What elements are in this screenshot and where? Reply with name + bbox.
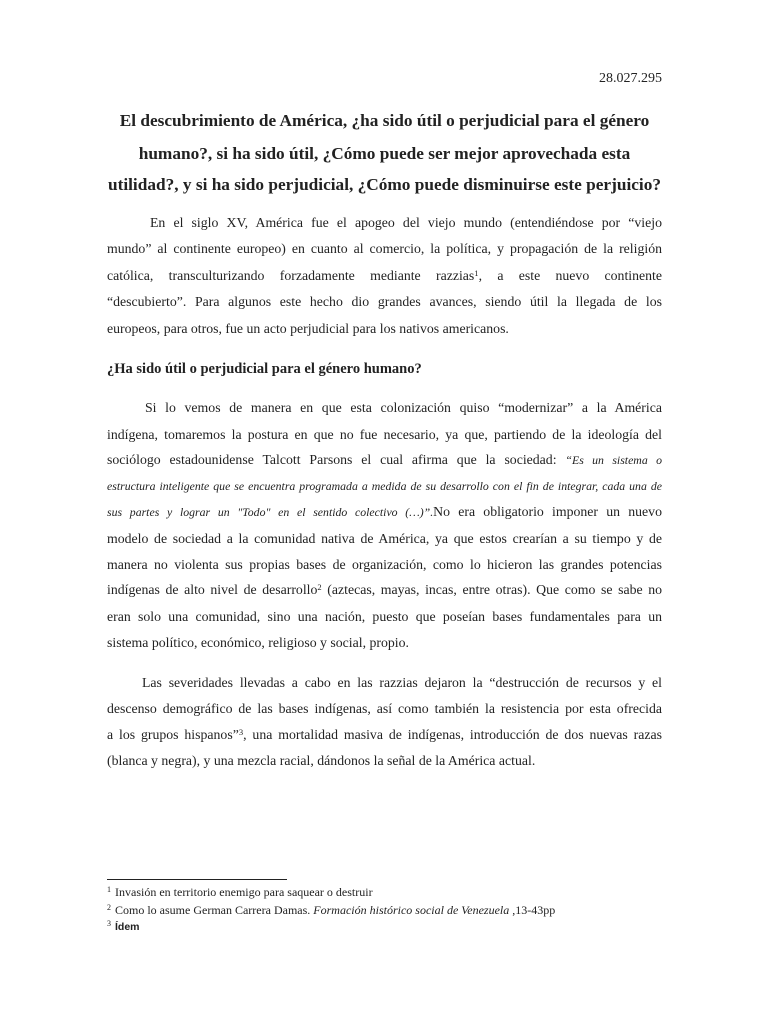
footnote-pages: ,13-43pp	[509, 903, 556, 917]
footnote	[107, 884, 373, 900]
footnote-ref-2: 2	[317, 581, 322, 592]
footnote-mark: 1	[107, 885, 111, 894]
text-segment: indígenas de alto nivel de desarrollo	[107, 582, 318, 597]
text-line: descenso demográfico de las bases indígenas, así como también la resistencia por esta ofrecida	[107, 701, 662, 716]
text-line: mundo” al continente europeo) en cuanto al comercio, la política, y propagación de la religión	[107, 241, 662, 256]
text-segment: sociólogo estadounidense Talcott Parsons el cual afirma que la sociedad:	[107, 452, 566, 467]
text-line	[107, 725, 662, 745]
footnote	[107, 902, 555, 918]
title-line: El descubrimiento de América, ¿ha sido útil o perjudicial para el género	[119, 111, 650, 130]
footnote-text: Invasión en territorio enemigo para saquear o destruir	[115, 885, 373, 899]
title-line: humano?, si ha sido útil, ¿Cómo puede ser mejor aprovechada esta	[138, 144, 631, 163]
section-heading: ¿Ha sido útil o perjudicial para el género humano?	[107, 361, 422, 377]
student-id-number: 28.027.295	[599, 71, 662, 86]
text-segment: (aztecas, mayas, incas, entre otras). Que como se sabe no	[321, 582, 662, 597]
text-line: indígena, tomaremos la postura en que no fue necesario, ya que, partiendo de la ideología del	[107, 427, 662, 442]
text-line: “descubierto”. Para algunos este hecho dio grandes avances, siendo útil la llegada de los	[107, 294, 662, 309]
text-segment: a los grupos hispanos”	[107, 727, 239, 742]
text-segment: , a este nuevo continente	[478, 268, 662, 283]
footnote-separator	[107, 879, 287, 880]
text-segment: , una mortalidad masiva de indígenas, introducción de dos nuevas razas	[243, 727, 662, 742]
text-line: europeos, para otros, fue un acto perjudicial para los nativos americanos.	[107, 321, 509, 336]
footnote-work-title: Formación histórico social de Venezuela	[313, 903, 510, 917]
footnote-text: Ídem	[115, 921, 140, 933]
text-line	[107, 502, 662, 522]
text-line: Las severidades llevadas a cabo en las razzias dejaron la “destrucción de recursos y el	[142, 675, 662, 690]
text-line: (blanca y negra), y una mezcla racial, dándonos la señal de la América actual.	[107, 753, 536, 768]
quote-segment: sus partes y lograr un "Todo" en el sentido colectivo (…)”.	[107, 505, 434, 519]
text-line	[107, 266, 662, 286]
text-line	[107, 580, 662, 600]
footnote	[107, 918, 140, 934]
text-line: eran solo una comunidad, sino una nación, puesto que poseían bases fundamentales para un	[107, 609, 662, 624]
text-line: manera no violenta sus propias bases de organización, como lo hicieron las grandes potencias	[107, 557, 662, 572]
text-line: En el siglo XV, América fue el apogeo del viejo mundo (entendiéndose por “viejo	[150, 215, 662, 230]
text-segment: católica, transculturizando forzadamente mediante razzias	[107, 268, 475, 283]
footnote-text: Como lo asume German Carrera Damas.	[115, 903, 314, 917]
footnote-ref-1: 1	[474, 267, 479, 278]
text-line	[107, 450, 662, 470]
quote-segment: “Es un sistema o	[565, 453, 662, 467]
quote-line: estructura inteligente que se encuentra programada a medida de su desarrollo con el fin de integrar, cada una de	[107, 479, 662, 493]
text-segment: No era obligatorio imponer un nuevo	[433, 504, 662, 519]
footnote-mark: 2	[107, 903, 111, 912]
footnote-mark: 3	[107, 919, 111, 928]
text-line: sistema político, económico, religioso y social, propio.	[107, 635, 409, 650]
text-line: modelo de sociedad a la comunidad nativa de América, ya que estos crearían a su tiempo y de	[107, 531, 662, 546]
title-line: utilidad?, y si ha sido perjudicial, ¿Cómo puede disminuirse este perjuicio?	[107, 175, 662, 194]
footnote-ref-3: 3	[238, 726, 244, 737]
text-line: Si lo vemos de manera en que esta colonización quiso “modernizar” a la América	[145, 400, 662, 415]
